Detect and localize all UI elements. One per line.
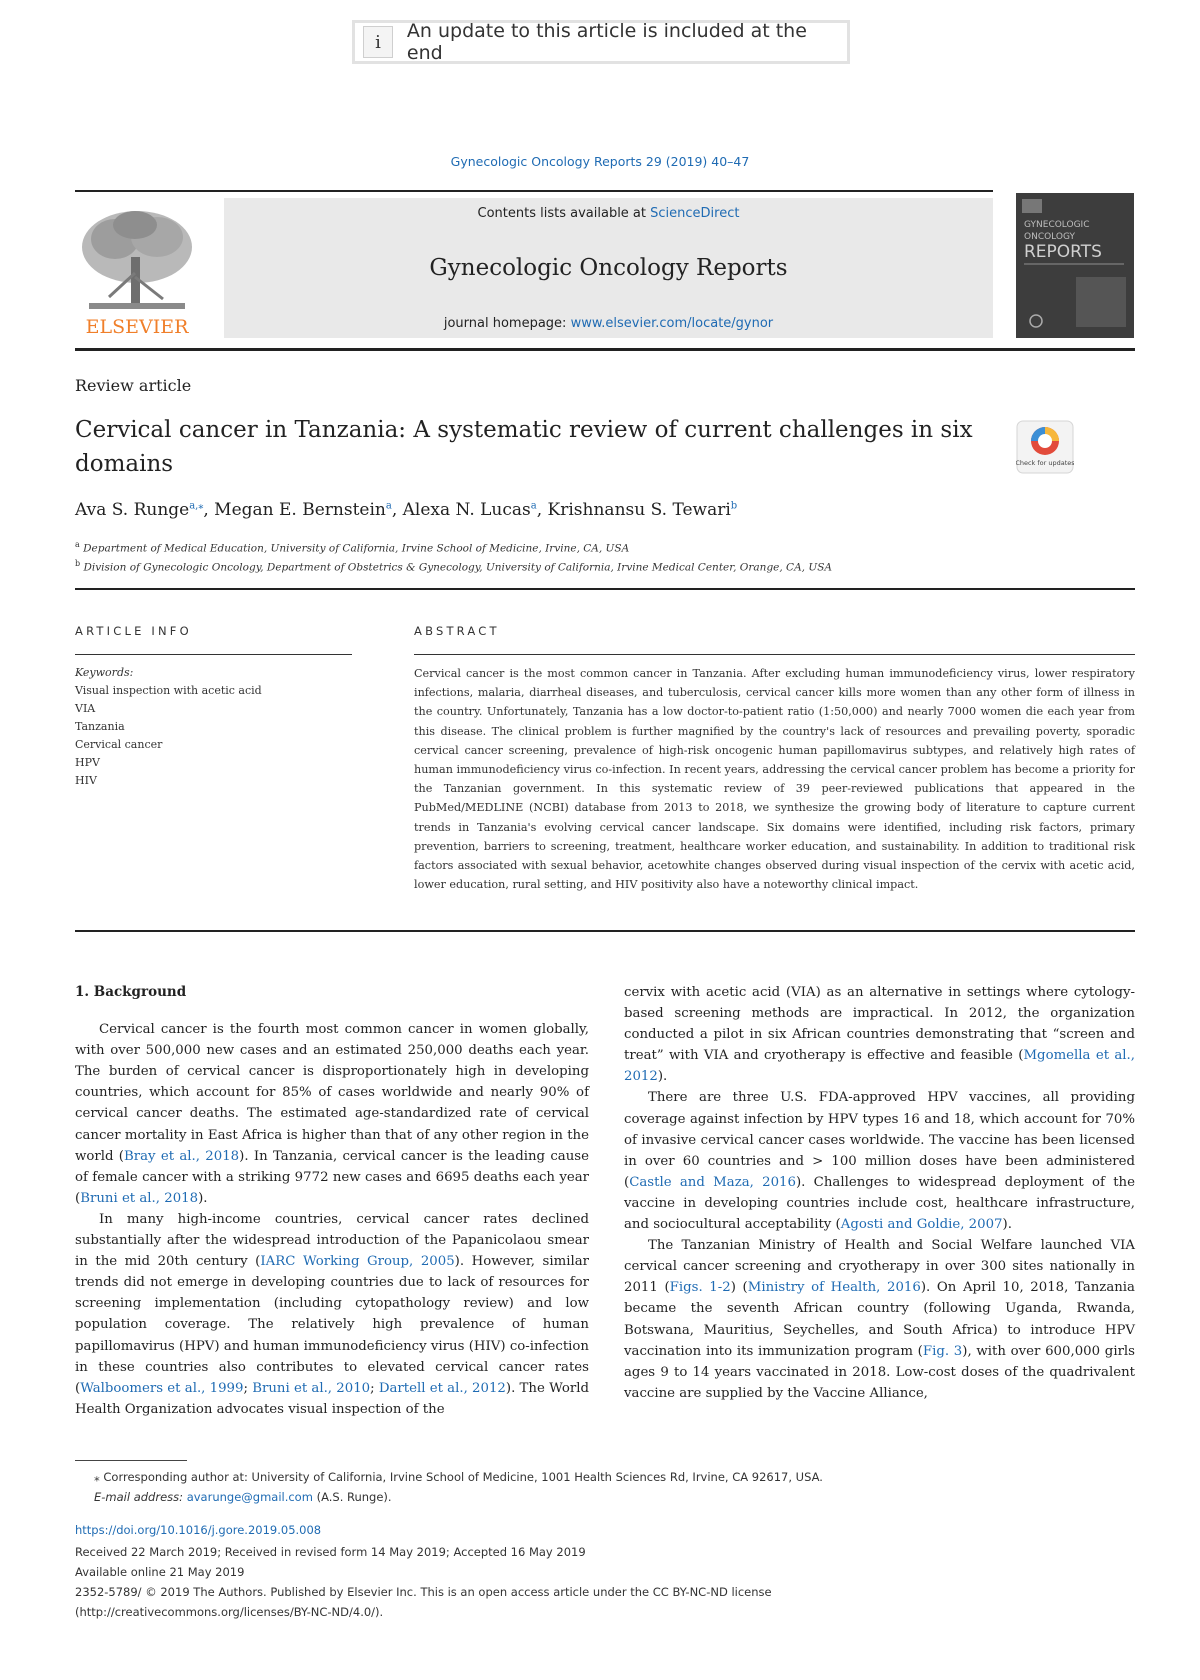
author-list	[75, 500, 737, 520]
author-name: Ava S. Runge	[75, 500, 190, 520]
citation-link[interactable]: Agosti and Goldie, 2007	[840, 1217, 1003, 1233]
keyword-item: Visual inspection with acetic acid	[75, 684, 262, 697]
author-name: Alexa N. Lucas	[402, 500, 531, 520]
paragraph-text: ;	[243, 1380, 253, 1396]
email-link[interactable]: avarunge@gmail.com	[186, 1490, 313, 1504]
author-separator: ,	[391, 500, 403, 520]
paragraph-text: ). The World Health Organization advocates visual inspection of the	[75, 1380, 589, 1417]
author-separator: ,	[203, 500, 215, 520]
paragraph-text: ). However, similar trends did not emerge in developing countries due to lack of resources for screening implementation (including cytopathology review) and low population coverage. The relatively high prevalence of human papillomavirus (HPV) and human immunodeficiency virus (HIV) co-infection in these countries also contributes to elevated cervical cancer rates (	[75, 1254, 589, 1396]
affiliation-b-text: Division of Gynecologic Oncology, Department of Obstetrics & Gynecology, University of California, Irvine Medical Center, Orange, CA, USA	[83, 561, 832, 574]
author-affiliation-marker[interactable]: a	[385, 500, 392, 512]
journal-cover-image	[1016, 193, 1134, 338]
article-info-rule	[75, 654, 352, 655]
license-line-1: 2352-5789/ © 2019 The Authors. Published by Elsevier Inc. This is an open access article under the CC BY-NC-ND license	[75, 1585, 772, 1599]
email-suffix: (A.S. Runge).	[312, 1490, 392, 1504]
author-affiliation-marker[interactable]: a	[530, 500, 537, 512]
publisher-wordmark: ELSEVIER	[85, 316, 189, 338]
check-for-updates-icon	[1016, 420, 1074, 474]
cover-line-1: GYNECOLOGIC	[1024, 220, 1090, 230]
author-separator: ,	[536, 500, 548, 520]
info-icon: i	[363, 26, 393, 58]
header-bottom-rule	[75, 348, 1135, 351]
paragraph-text: In many high-income countries, cervical cancer rates declined substantially after the widespread introduction of the Papanicolaou smear in the mid 20th century (	[75, 1211, 589, 1270]
affiliation-a-marker: a	[75, 540, 80, 549]
paragraph-text: ). In Tanzania, cervical cancer is the leading cause of female cancer with a striking 9772 new cases and 6695 deaths each year (	[75, 1148, 589, 1206]
citation-link[interactable]: Walboomers et al., 1999	[80, 1380, 244, 1396]
journal-citation-line[interactable]: Gynecologic Oncology Reports 29 (2019) 40–47	[450, 154, 750, 169]
affiliation-a-text: Department of Medical Education, University of California, Irvine School of Medicine, Irvine, CA, USA	[83, 542, 630, 555]
body-paragraph	[624, 1087, 1135, 1235]
publication-dates	[75, 1542, 772, 1622]
article-title: Cervical cancer in Tanzania: A systematic review of current challenges in six domains	[75, 417, 973, 477]
corresponding-author-text: Corresponding author at: University of California, Irvine School of Medicine, 1001 Health Sciences Rd, Irvine, CA 92617, USA.	[103, 1470, 823, 1484]
body-right-column	[624, 982, 1135, 1404]
section-heading-background: 1. Background	[75, 984, 187, 1000]
journal-title: Gynecologic Oncology Reports	[429, 255, 788, 281]
figure-link[interactable]: Figs. 1-2	[669, 1280, 731, 1296]
citation-link[interactable]: Mgomella et al., 2012	[624, 1048, 1136, 1085]
paragraph-text: ).	[198, 1190, 208, 1206]
paragraph-text: The Tanzanian Ministry of Health and Social Welfare launched VIA cervical cancer screening and cryotherapy in over 300 sites nationally in 2011 (	[624, 1238, 1135, 1296]
citation-link[interactable]: Castle and Maza, 2016	[629, 1174, 796, 1190]
affiliation-b-marker: b	[75, 559, 81, 568]
paragraph-text: Cervical cancer is the fourth most common cancer in women globally, with over 500,000 new cases and an estimated 250,000 deaths each year. The burden of cervical cancer is disproportionately high in developing countries, which account for 85% of cases worldwide and nearly 90% of cervical cancer deaths. The estimated age-standardized rate of cervical cancer mortality in East Africa is higher than that of any other region in the world (	[75, 1022, 589, 1164]
citation-link[interactable]: Bruni et al., 2018	[80, 1190, 199, 1206]
body-paragraph	[75, 1019, 589, 1209]
rule-above-article-info	[75, 588, 1135, 590]
email-label: E-mail address:	[94, 1490, 184, 1504]
keyword-item: Tanzania	[75, 720, 125, 733]
body-left-column	[75, 982, 589, 1420]
paragraph-text: ). Challenges to widespread deployment of the vaccine in developing countries include cost, healthcare infrastructure, and sociocultural acceptability (	[624, 1174, 1135, 1233]
paragraph-text: ).	[657, 1069, 668, 1085]
citation-link[interactable]: Bruni et al., 2010	[252, 1380, 371, 1396]
paragraph-text: cervix with acetic acid (VIA) as an alternative in settings where cytology-based screening methods are impractical. In 2012, the organization conducted a pilot in six African countries demonstrating that “screen and treat” with VIA and cryotherapy is effective and feasible (	[624, 985, 1135, 1064]
check-for-updates-label: Check for updates	[1016, 459, 1074, 467]
cover-line-3: REPORTS	[1024, 242, 1102, 262]
keyword-item: Cervical cancer	[75, 738, 163, 751]
elsevier-tree-icon	[75, 203, 200, 343]
paragraph-text: ), with over 600,000 girls ages 9 to 14 years vaccinated in 2018. Low-cost doses of the quadrivalent vaccine are supplied by the Vaccine Alliance,	[624, 1343, 1136, 1401]
keywords-block	[75, 664, 262, 790]
author-affiliation-marker[interactable]: b	[730, 500, 738, 512]
available-online: Available online 21 May 2019	[75, 1565, 245, 1579]
homepage-prefix: journal homepage:	[443, 316, 571, 331]
journal-homepage-link[interactable]: www.elsevier.com/locate/gynor	[570, 316, 774, 331]
keyword-item: VIA	[75, 702, 96, 715]
update-banner-text: An update to this article is included at the end	[406, 20, 807, 64]
author-name: Megan E. Bernstein	[214, 500, 386, 520]
keyword-item: HIV	[75, 774, 97, 787]
keyword-item: HPV	[75, 756, 100, 769]
rule-below-abstract	[75, 930, 1135, 932]
footnote-mark: ⁎	[94, 1470, 100, 1484]
article-info-heading: ARTICLE INFO	[75, 624, 192, 638]
footnote-rule	[75, 1460, 187, 1461]
header-top-rule	[75, 190, 993, 192]
abstract-heading: ABSTRACT	[414, 624, 500, 638]
journal-cover-thumbnail[interactable]	[1016, 193, 1134, 338]
body-paragraph	[624, 1235, 1135, 1404]
paragraph-text: There are three U.S. FDA-approved HPV vaccines, all providing coverage against infection by HPV types 16 and 18, which account for 70% of invasive cervical cancer cases worldwide. The vaccine has been licensed in over 60 countries and > 100 million doses have been administered (	[624, 1090, 1135, 1190]
author-name: Krishnansu S. Tewari	[547, 500, 731, 520]
cover-line-2: ONCOLOGY	[1024, 232, 1075, 242]
paragraph-text: ) (	[730, 1280, 748, 1296]
body-paragraph	[624, 982, 1135, 1087]
elsevier-logo[interactable]	[75, 203, 200, 343]
journal-homepage-line	[224, 316, 993, 331]
body-paragraph	[75, 1209, 589, 1420]
abstract-rule	[414, 654, 1135, 655]
received-dates: Received 22 March 2019; Received in revised form 14 May 2019; Accepted 16 May 2019	[75, 1545, 586, 1559]
citation-link[interactable]: Ministry of Health, 2016	[747, 1280, 921, 1296]
paragraph-text: ;	[370, 1380, 379, 1396]
article-type: Review article	[75, 376, 192, 395]
license-line-2: (http://creativecommons.org/licenses/BY-NC-ND/4.0/).	[75, 1605, 384, 1619]
check-for-updates-button[interactable]	[1016, 420, 1074, 474]
contents-prefix: Contents lists available at	[477, 206, 651, 221]
doi-link[interactable]: https://doi.org/10.1016/j.gore.2019.05.008	[75, 1523, 322, 1537]
citation-link[interactable]: Dartell et al., 2012	[378, 1380, 506, 1396]
affiliation-a	[75, 540, 629, 555]
citation-link[interactable]: Bray et al., 2018	[124, 1148, 240, 1164]
paragraph-text: ). On April 10, 2018, Tanzania became the seventh African country (following Uganda, Rwanda, Botswana, Mauritius, Seychelles, and South Africa) to introduce HPV vaccination into its immunization program (	[624, 1280, 1135, 1359]
author-affiliation-marker[interactable]: a,⁎	[189, 500, 204, 512]
contents-line	[224, 206, 993, 221]
citation-link[interactable]: IARC Working Group, 2005	[260, 1254, 455, 1270]
update-banner[interactable]	[352, 20, 850, 64]
corresponding-author-footnote	[94, 1467, 823, 1507]
figure-link[interactable]: Fig. 3	[922, 1343, 963, 1359]
abstract-text: Cervical cancer is the most common cancer in Tanzania. After excluding human immunodeficiency virus, lower respiratory infections, malaria, diarrheal diseases, and tuberculosis, cervical cancer kills more women than any other form of illness in the country. Unfortunately, Tanzania has a low doctor-to-patient ratio (1:50,000) and nearly 7000 women die each year from this disease. The clinical problem is further magnified by the country's lack of resources and prevailing poverty, sporadic cervical cancer screening, prevalence of high-risk oncogenic human papillomavirus subtypes, and relatively high rates of human immunodeficiency virus co-infection. In recent years, addressing the cervical cancer problem has become a priority for the Tanzanian government. In this systematic review of 39 peer-reviewed publications that appeared in the PubMed/MEDLINE (NCBI) database from 2013 to 2018, we synthesize the growing body of literature to capture current trends in Tanzania's evolving cervical cancer landscape. Six domains were identified, including risk factors, primary prevention, barriers to screening, treatment, healthcare worker education, and sustainability. In addition to traditional risk factors associated with sexual behavior, acetowhite changes observed during visual inspection of the cervix with acetic acid, lower education, rural setting, and HIV positivity also have a noteworthy clinical impact.	[414, 667, 1135, 892]
keywords-label: Keywords:	[75, 666, 134, 679]
sciencedirect-link[interactable]: ScienceDirect	[650, 206, 740, 221]
paragraph-text: ).	[1002, 1217, 1012, 1233]
affiliation-b	[75, 559, 832, 574]
